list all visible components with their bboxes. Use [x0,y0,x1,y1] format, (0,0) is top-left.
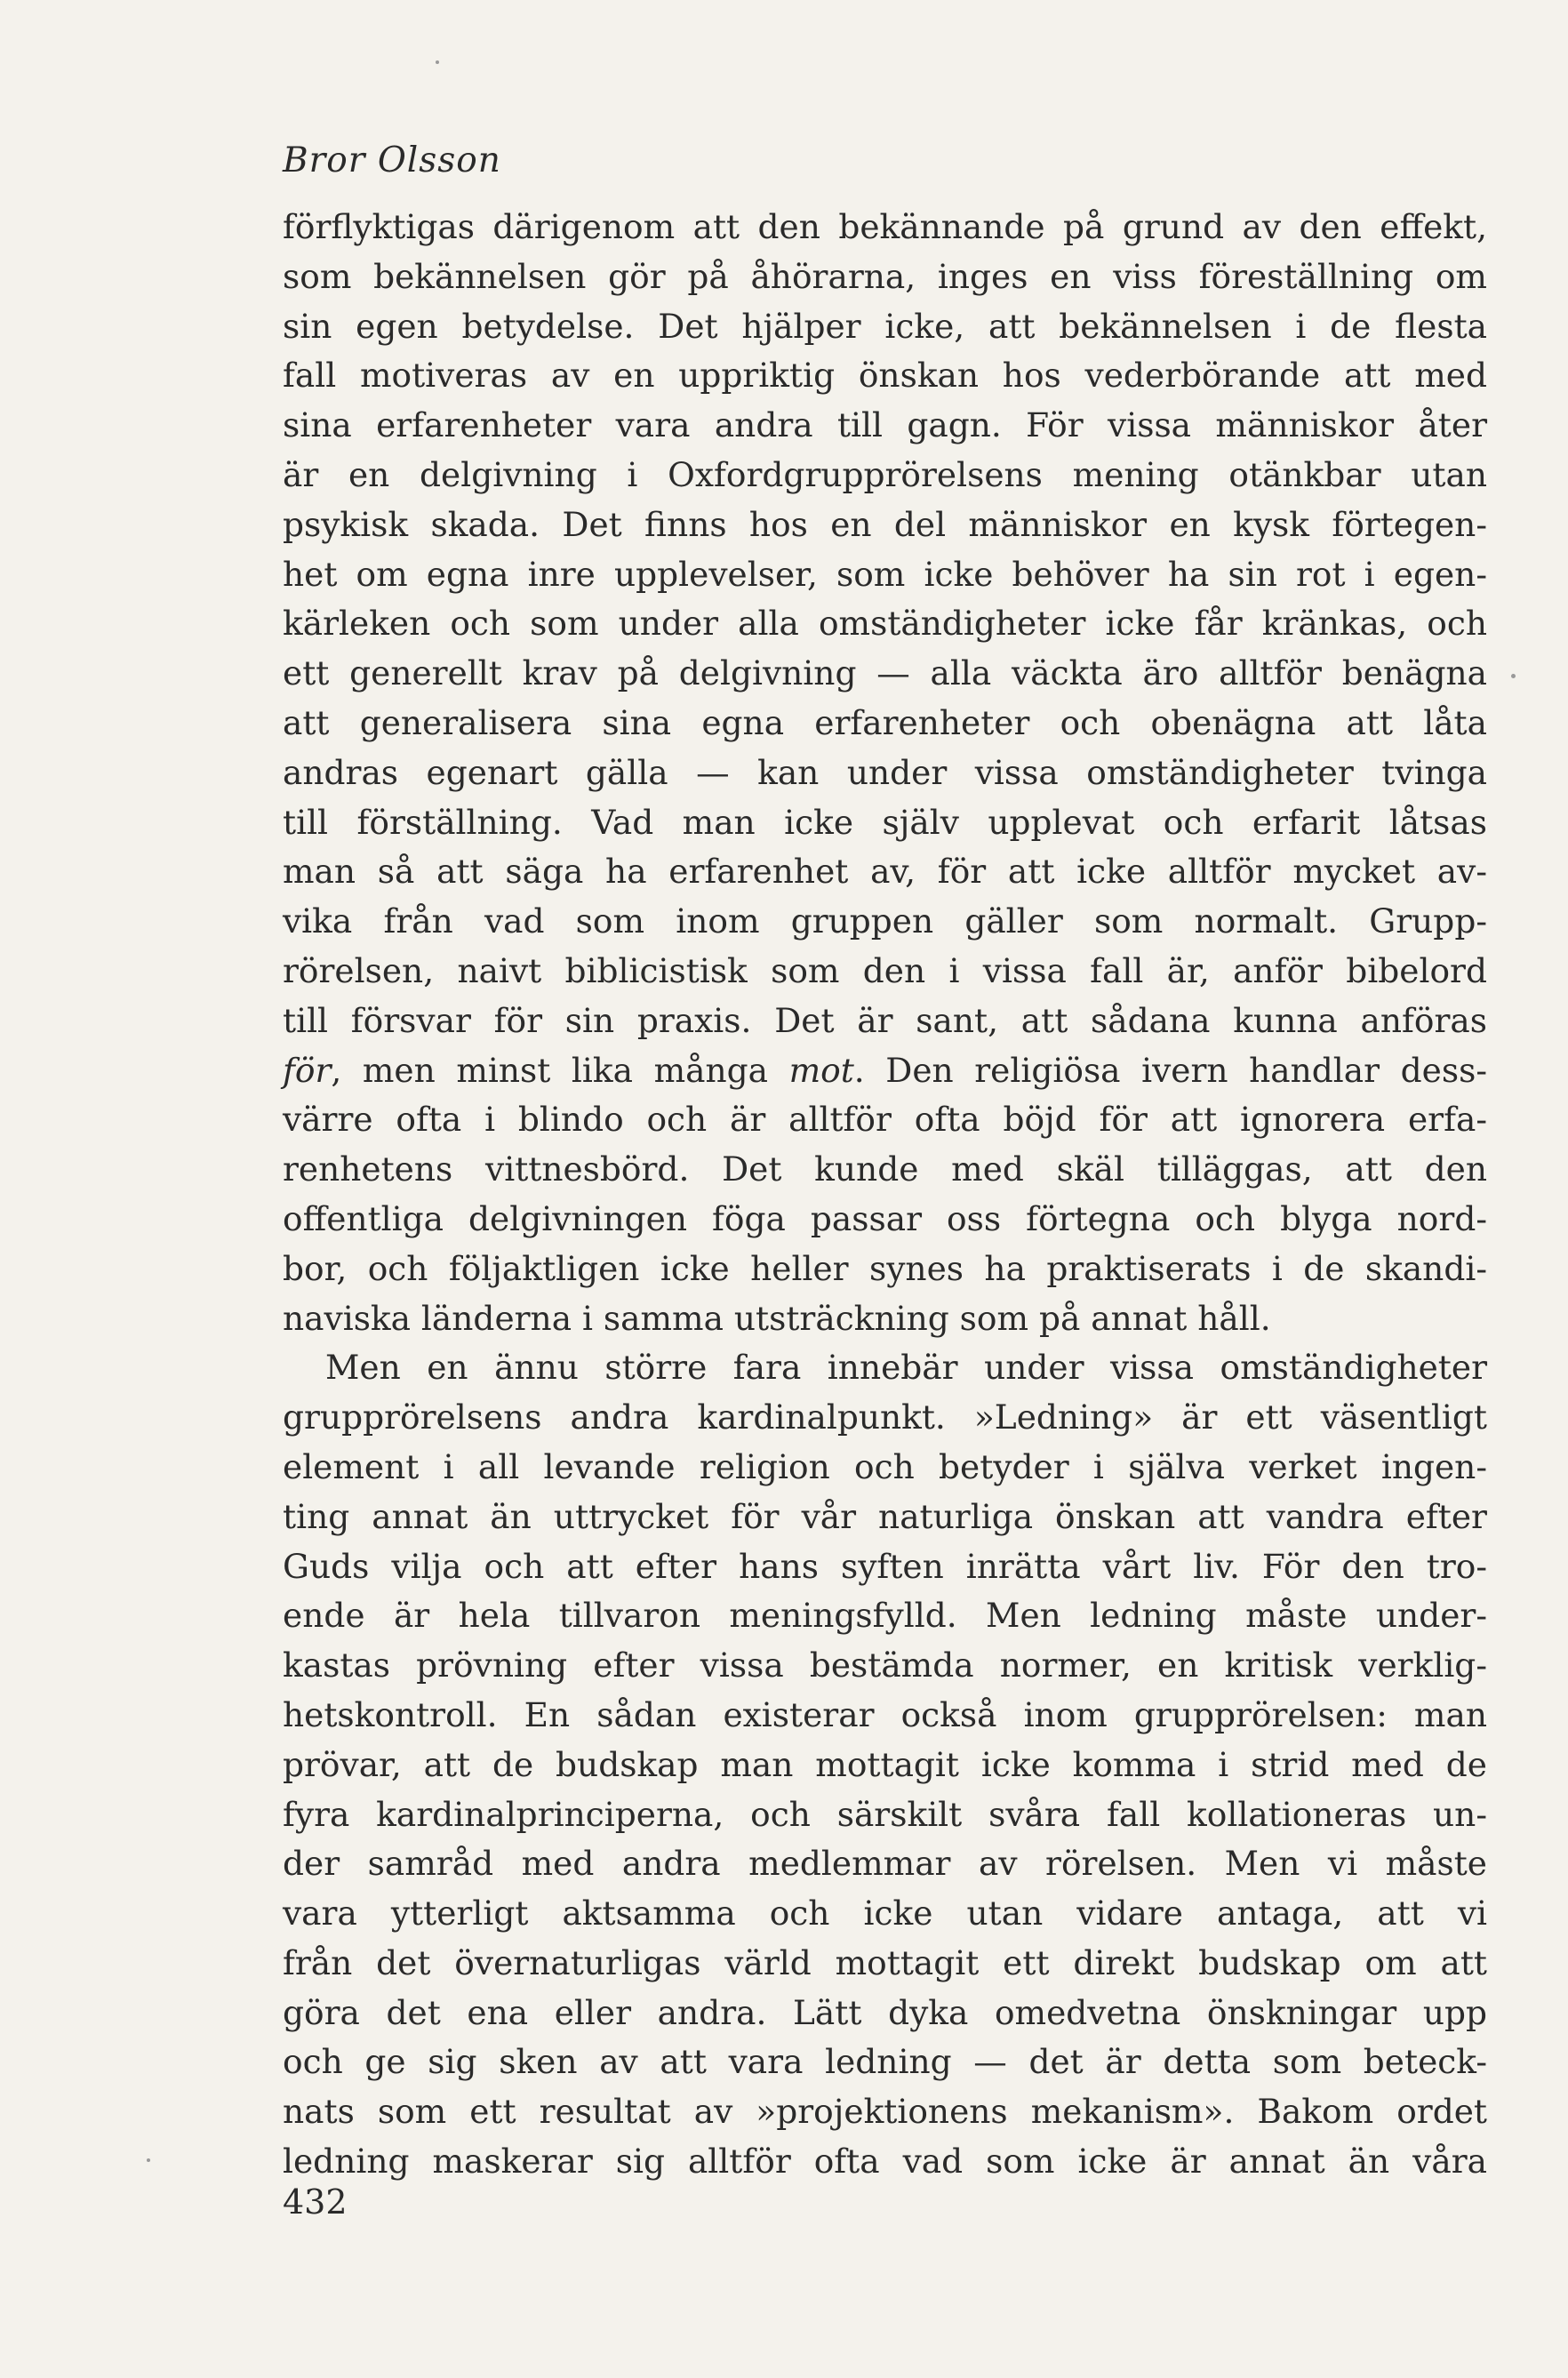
text-line: vara ytterligt aktsamma och icke utan vidare antaga, att vi [283,1894,1487,1934]
paper-speck [436,60,439,64]
paragraph [283,1343,1487,2187]
text-line: rörelsen, naivt biblicistisk som den i vissa fall är, anför bibelord [283,950,1487,990]
text-line: värre ofta i blindo och är alltför ofta böjd för att ignorera erfa- [283,1100,1487,1140]
text-line: ett generellt krav på delgivning — alla väckta äro alltför benägna [283,653,1487,693]
text-line: ledning maskerar sig alltför ofta vad som icke är annat än våra [283,2142,1487,2182]
paragraph [283,203,1487,1343]
text-line: göra det ena eller andra. Lätt dyka omedvetna önskningar upp [283,1992,1487,2032]
text-line: är en delgivning i Oxfordgrupprörelsens mening otänkbar utan [283,454,1487,494]
paper-speck [1511,674,1516,678]
text-line: till försvar för sin praxis. Det är sant, att sådana kunna anföras [283,1000,1487,1040]
text-line: hetskontroll. En sådan existerar också inom grupprörelsen: man [283,1694,1487,1734]
text-line: man så att säga ha erfarenhet av, för att icke alltför mycket av- [283,852,1487,892]
text-line: ende är hela tillvaron meningsfylld. Men ledning måste under- [283,1596,1487,1636]
text-line: offentliga delgivningen föga passar oss förtegna och blyga nord- [283,1198,1487,1238]
text-line: renhetens vittnesbörd. Det kunde med skäl tilläggas, att den [283,1149,1487,1189]
text-line: fall motiveras av en uppriktig önskan hos vederbörande att med [283,356,1487,396]
text-line: fyra kardinalprinciperna, och särskilt svåra fall kollationeras un- [283,1794,1487,1834]
text-line: vika från vad som inom gruppen gäller som normalt. Grupp- [283,901,1487,941]
text-line: att generalisera sina egna erfarenheter och obenägna att låta [283,702,1487,742]
text-line: het om egna inre upplevelser, som icke behöver ha sin rot i egen- [283,554,1487,594]
text-line: från det övernaturligas värld mottagit ett direkt budskap om att [283,1942,1487,1982]
text-line: bor, och följaktligen icke heller synes ha praktiserats i de skandi- [283,1248,1487,1288]
text-line: prövar, att de budskap man mottagit icke komma i strid med de [283,1744,1487,1784]
text-line: kastas prövning efter vissa bestämda normer, en kritisk verklig- [283,1645,1487,1685]
text-line: nats som ett resultat av »projektionens mekanism». Bakom ordet [283,2092,1487,2132]
text-line: psykisk skada. Det finns hos en del människor en kysk förtegen- [283,504,1487,544]
text-line: sin egen betydelse. Det hjälper icke, att bekännelsen i de flesta [283,306,1487,346]
page-number: 432 [283,2182,348,2222]
text-line: förflyktigas därigenom att den bekännande på grund av den effekt, [283,207,1487,246]
text-line: till förställning. Vad man icke själv upplevat och erfarit låtsas [283,802,1487,842]
body-text [283,203,1487,2187]
text-line: andras egenart gälla — kan under vissa omständigheter tvinga [283,752,1487,792]
text-line: Guds vilja och att efter hans syften inrätta vårt liv. För den tro- [283,1546,1487,1586]
paper-speck [147,2158,150,2162]
text-line: der samråd med andra medlemmar av rörelsen. Men vi måste [283,1844,1487,1884]
text-line: för, men minst lika många mot. Den religiösa ivern handlar dess- [283,1050,1487,1090]
running-header: Bror Olsson [283,140,501,180]
text-line: kärleken och som under alla omständigheter icke får kränkas, och [283,604,1487,644]
text-line: grupprörelsens andra kardinalpunkt. »Ledning» är ett väsentligt [283,1397,1487,1437]
text-line: som bekännelsen gör på åhörarna, inges en viss föreställning om [283,256,1487,296]
text-line: Men en ännu större fara innebär under vissa omständigheter [325,1348,1487,1388]
text-line: sina erfarenheter vara andra till gagn. För vissa människor åter [283,405,1487,445]
text-line: naviska länderna i samma utsträckning som på annat håll. [283,1298,1271,1338]
text-line: och ge sig sken av att vara ledning — det är detta som beteck- [283,2042,1487,2082]
text-line: ting annat än uttrycket för vår naturliga önskan att vandra efter [283,1496,1487,1536]
text-line: element i all levande religion och betyder i själva verket ingen- [283,1446,1487,1486]
